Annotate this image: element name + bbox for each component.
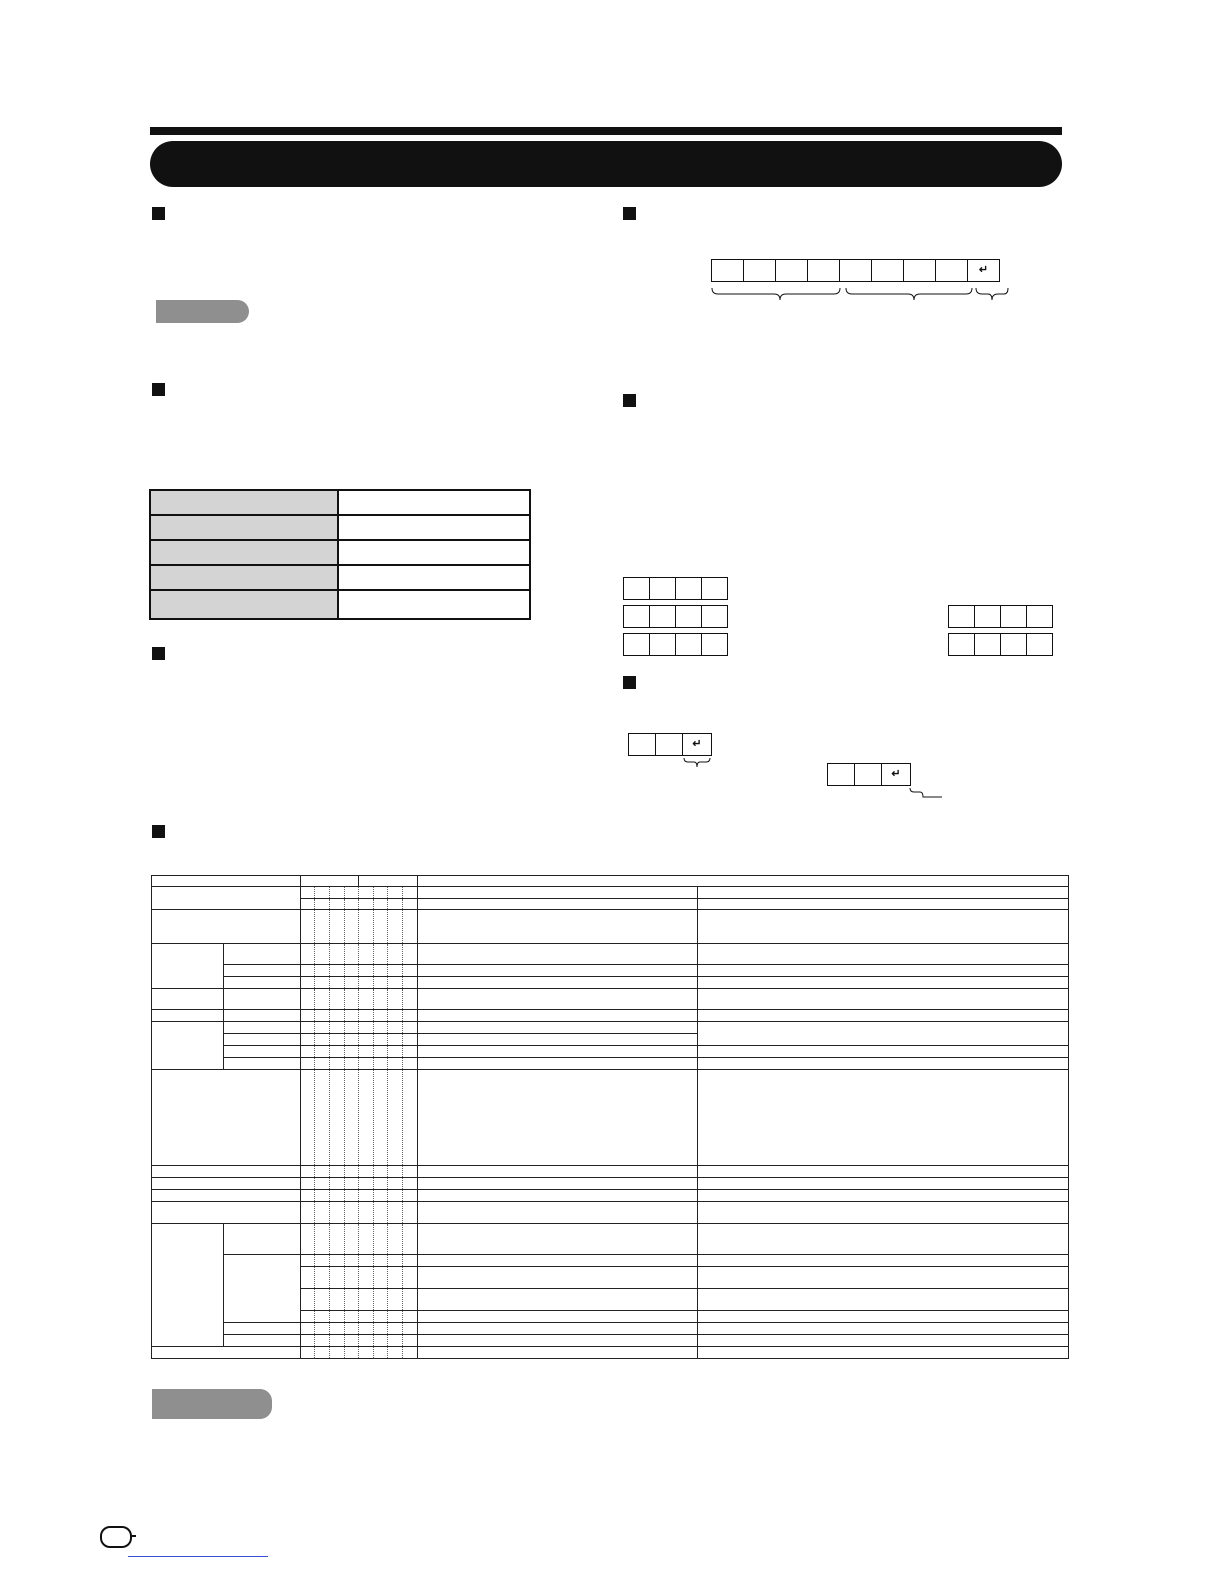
table-row bbox=[150, 540, 530, 565]
section-marker bbox=[623, 207, 636, 220]
table-value bbox=[338, 590, 530, 619]
command-cell bbox=[743, 259, 776, 282]
table-row bbox=[152, 1022, 1069, 1034]
note-label bbox=[152, 1389, 272, 1419]
bracket-lines bbox=[908, 787, 944, 803]
section-marker bbox=[152, 647, 165, 660]
table-row bbox=[152, 910, 1069, 944]
bracket-lines bbox=[708, 286, 1013, 310]
note-label bbox=[156, 300, 249, 323]
table-row bbox=[152, 1166, 1069, 1178]
command-format-cells bbox=[711, 259, 1000, 282]
command-cell bbox=[807, 259, 840, 282]
bracket-lines bbox=[682, 757, 712, 771]
table-row bbox=[152, 1335, 1069, 1347]
header-rule bbox=[150, 127, 1062, 135]
response-cell bbox=[628, 733, 656, 756]
parameter-example-cells bbox=[948, 633, 1053, 656]
parameter-cell bbox=[623, 633, 650, 656]
communication-settings-table bbox=[149, 489, 531, 620]
table-value bbox=[338, 565, 530, 590]
parameter-cell bbox=[649, 577, 676, 600]
command-table bbox=[151, 875, 1069, 1359]
parameter-example-cells bbox=[948, 605, 1053, 628]
response-cells bbox=[827, 763, 911, 786]
parameter-cell bbox=[974, 605, 1001, 628]
response-cell bbox=[655, 733, 683, 756]
table-row bbox=[150, 590, 530, 619]
table-row bbox=[150, 565, 530, 590]
table-row bbox=[152, 1347, 1069, 1359]
table-row bbox=[152, 1190, 1069, 1202]
table-key bbox=[150, 565, 338, 590]
command-cell bbox=[711, 259, 744, 282]
table-row bbox=[152, 1046, 1069, 1058]
section-marker bbox=[152, 207, 165, 220]
parameter-example-cells bbox=[623, 577, 728, 600]
parameter-cell bbox=[701, 577, 728, 600]
table-row bbox=[152, 1058, 1069, 1070]
table-value bbox=[338, 515, 530, 540]
section-marker bbox=[152, 383, 165, 396]
table-row bbox=[152, 1178, 1069, 1190]
parameter-cell bbox=[623, 577, 650, 600]
return-arrow-icon: ↵ bbox=[881, 763, 911, 786]
response-cell bbox=[827, 763, 855, 786]
return-arrow-icon: ↵ bbox=[682, 733, 712, 756]
table-row bbox=[150, 490, 530, 515]
footer-link-underline[interactable] bbox=[128, 1556, 268, 1557]
page-number-badge bbox=[100, 1526, 132, 1548]
table-row bbox=[150, 515, 530, 540]
parameter-example-cells bbox=[623, 605, 728, 628]
parameter-cell bbox=[675, 605, 702, 628]
table-row bbox=[152, 989, 1069, 1010]
parameter-cell bbox=[974, 633, 1001, 656]
table-key bbox=[150, 540, 338, 565]
parameter-cell bbox=[1026, 633, 1053, 656]
table-row bbox=[152, 977, 1069, 989]
parameter-cell bbox=[903, 259, 936, 282]
parameter-cell bbox=[701, 605, 728, 628]
response-cells bbox=[628, 733, 712, 756]
table-value bbox=[338, 490, 530, 515]
table-row bbox=[152, 876, 1069, 887]
table-row bbox=[152, 887, 1069, 899]
return-arrow-icon: ↵ bbox=[967, 259, 1000, 282]
table-key bbox=[150, 490, 338, 515]
parameter-cell bbox=[948, 605, 975, 628]
page-number-dash bbox=[131, 1535, 136, 1537]
table-row bbox=[152, 1010, 1069, 1022]
section-marker bbox=[152, 825, 165, 838]
table-value bbox=[338, 540, 530, 565]
table-row bbox=[152, 1070, 1069, 1166]
table-row bbox=[152, 965, 1069, 977]
table-row bbox=[152, 1323, 1069, 1335]
page-title-bar bbox=[150, 141, 1062, 187]
parameter-cell bbox=[649, 605, 676, 628]
table-row bbox=[152, 944, 1069, 965]
table-row bbox=[152, 1255, 1069, 1267]
parameter-cell bbox=[948, 633, 975, 656]
parameter-cell bbox=[935, 259, 968, 282]
parameter-cell bbox=[839, 259, 872, 282]
parameter-example-cells bbox=[623, 633, 728, 656]
table-key bbox=[150, 590, 338, 619]
parameter-cell bbox=[1000, 605, 1027, 628]
section-marker bbox=[623, 394, 636, 407]
table-key bbox=[150, 515, 338, 540]
parameter-cell bbox=[701, 633, 728, 656]
response-cell bbox=[854, 763, 882, 786]
parameter-cell bbox=[1026, 605, 1053, 628]
table-row bbox=[152, 1202, 1069, 1224]
parameter-cell bbox=[649, 633, 676, 656]
command-cell bbox=[775, 259, 808, 282]
parameter-cell bbox=[871, 259, 904, 282]
parameter-cell bbox=[623, 605, 650, 628]
section-marker bbox=[623, 676, 636, 689]
parameter-cell bbox=[675, 633, 702, 656]
table-row bbox=[152, 1224, 1069, 1255]
parameter-cell bbox=[675, 577, 702, 600]
parameter-cell bbox=[1000, 633, 1027, 656]
